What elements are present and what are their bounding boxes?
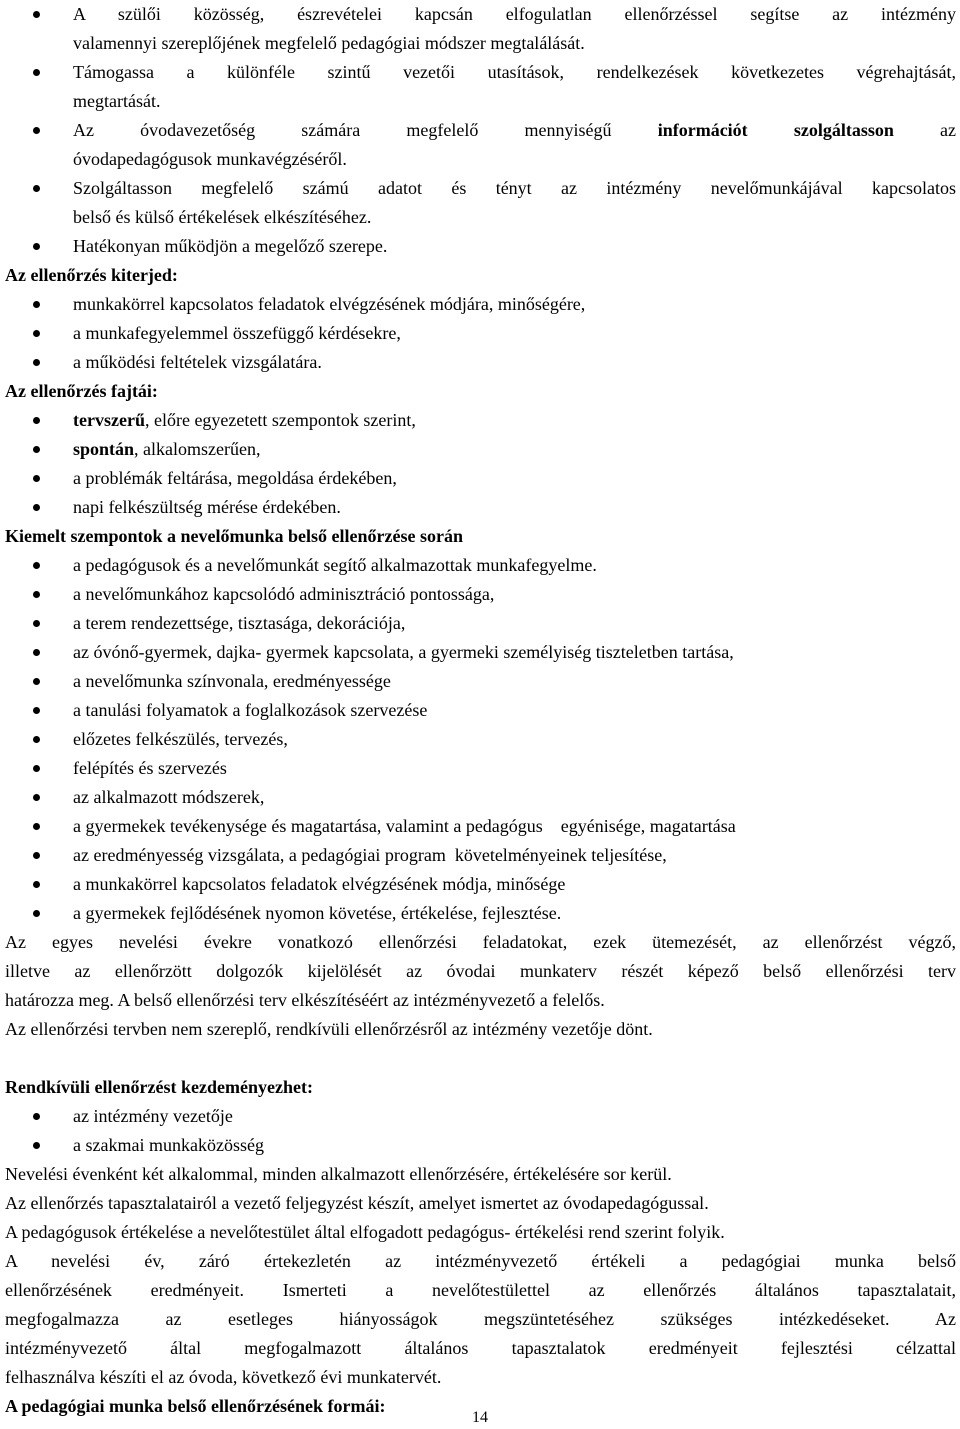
- paragraph-line: ellenőrzésének eredményeit. Ismerteti a nevelőtestülettel az ellenőrzés általános tapasztalatait,: [5, 1280, 956, 1300]
- list-item: a tanulási folyamatok a foglalkozások szervezése: [5, 696, 956, 725]
- list-item: [5, 116, 956, 145]
- list-item: az alkalmazott módszerek,: [5, 783, 956, 812]
- list-item: az óvónő-gyermek, dajka- gyermek kapcsolata, a gyermeki személyiség tiszteletben tartása,: [5, 638, 956, 667]
- list-item: A szülői közösség, észrevételei kapcsán elfogulatlan ellenőrzéssel segítse az intézmény: [5, 0, 956, 29]
- list-item-continuation: valamennyi szereplőjének megfelelő pedagógiai módszer megtalálását.: [73, 33, 585, 53]
- list-item: a nevelőmunkához kapcsolódó adminisztráció pontossága,: [5, 580, 956, 609]
- section-heading: Az ellenőrzés fajtái:: [5, 381, 158, 401]
- text-run: Az óvodavezetőség számára megfelelő mennyiségű: [73, 120, 612, 140]
- list-item: a gyermekek tevékenysége és magatartása, valamint a pedagógus egyénisége, magatartása: [5, 812, 956, 841]
- bold-text: tervszerű: [73, 410, 145, 430]
- list-item-continuation: óvodapedagógusok munkavégzéséről.: [73, 149, 347, 169]
- blank-line: [5, 1044, 956, 1073]
- text-run: az: [940, 120, 957, 140]
- list-item: felépítés és szervezés: [5, 754, 956, 783]
- list-item: a pedagógusok és a nevelőmunkát segítő alkalmazottak munkafegyelme.: [5, 551, 956, 580]
- paragraph: Az ellenőrzési tervben nem szereplő, rendkívüli ellenőrzésről az intézmény vezetője dönt.: [5, 1019, 653, 1039]
- paragraph: Az ellenőrzés tapasztalatairól a vezető feljegyzést készít, amelyet ismertet az óvodapedagógussal.: [5, 1193, 709, 1213]
- paragraph-line: illetve az ellenőrzött dolgozók kijelölését az óvodai munkaterv részét képező belső ellenőrzési terv: [5, 961, 956, 981]
- list-item: az eredményesség vizsgálata, a pedagógiai program követelményeinek teljesítése,: [5, 841, 956, 870]
- text-run: , alkalomszerűen,: [134, 439, 261, 459]
- paragraph-line: A nevelési év, záró értekezletén az intézményvezető értékeli a pedagógiai munka belső: [5, 1251, 956, 1271]
- list-item: a működési feltételek vizsgálatára.: [5, 348, 956, 377]
- list-item: előzetes felkészülés, tervezés,: [5, 725, 956, 754]
- list-item: munkakörrel kapcsolatos feladatok elvégzésének módjára, minőségére,: [5, 290, 956, 319]
- bold-text: információt szolgáltasson: [657, 120, 894, 140]
- paragraph-line: intézményvezető által megfogalmazott általános tapasztalatok eredményeit fejlesztési célzattal: [5, 1338, 956, 1358]
- paragraph-line: felhasználva készíti el az óvoda, következő évi munkatervét.: [5, 1367, 442, 1387]
- paragraph-line: Az egyes nevelési évekre vonatkozó ellenőrzési feladatokat, ezek ütemezését, az ellenőrzést végző,: [5, 932, 956, 952]
- list-item: a munkafegyelemmel összefüggő kérdésekre,: [5, 319, 956, 348]
- section-heading: Az ellenőrzés kiterjed:: [5, 265, 178, 285]
- list-item: napi felkészültség mérése érdekében.: [5, 493, 956, 522]
- bold-text: spontán: [73, 439, 135, 459]
- paragraph-line: megfogalmazza az esetleges hiányosságok megszüntetéséhez szükséges intézkedéseket. Az: [5, 1309, 956, 1329]
- section-heading: Rendkívüli ellenőrzést kezdeményezhet:: [5, 1077, 313, 1097]
- list-item-continuation: megtartását.: [73, 91, 161, 111]
- list-item: az intézmény vezetője: [5, 1102, 956, 1131]
- paragraph: A pedagógusok értékelése a nevelőtestület által elfogadott pedagógus- értékelési rend szerint folyik.: [5, 1222, 725, 1242]
- list-item: a szakmai munkaközösség: [5, 1131, 956, 1160]
- section-heading: A pedagógiai munka belső ellenőrzésének formái:: [5, 1396, 386, 1416]
- list-item: [5, 406, 956, 435]
- list-item: a terem rendezettsége, tisztasága, dekorációja,: [5, 609, 956, 638]
- list-item: a problémák feltárása, megoldása érdekében,: [5, 464, 956, 493]
- section-heading: Kiemelt szempontok a nevelőmunka belső ellenőrzése során: [5, 526, 463, 546]
- list-item: a munkakörrel kapcsolatos feladatok elvégzésének módja, minősége: [5, 870, 956, 899]
- list-item: a nevelőmunka színvonala, eredményessége: [5, 667, 956, 696]
- paragraph-line: határozza meg. A belső ellenőrzési terv elkészítéséért az intézményvezető a felelős.: [5, 990, 605, 1010]
- text-run: , előre egyezetett szempontok szerint,: [144, 410, 416, 430]
- list-item: Támogassa a különféle szintű vezetői utasítások, rendelkezések következetes végrehajtását,: [5, 58, 956, 87]
- list-item: Hatékonyan működjön a megelőző szerepe.: [5, 232, 956, 261]
- list-item-continuation: belső és külső értékelések elkészítéséhez.: [73, 207, 372, 227]
- list-item: Szolgáltasson megfelelő számú adatot és tényt az intézmény nevelőmunkájával kapcsolatos: [5, 174, 956, 203]
- list-item: [5, 435, 956, 464]
- list-item: a gyermekek fejlődésének nyomon követése, értékelése, fejlesztése.: [5, 899, 956, 928]
- paragraph: Nevelési évenként két alkalommal, minden alkalmazott ellenőrzésére, értékelésére sor kerül.: [5, 1164, 672, 1184]
- page-number: 14: [472, 1409, 488, 1426]
